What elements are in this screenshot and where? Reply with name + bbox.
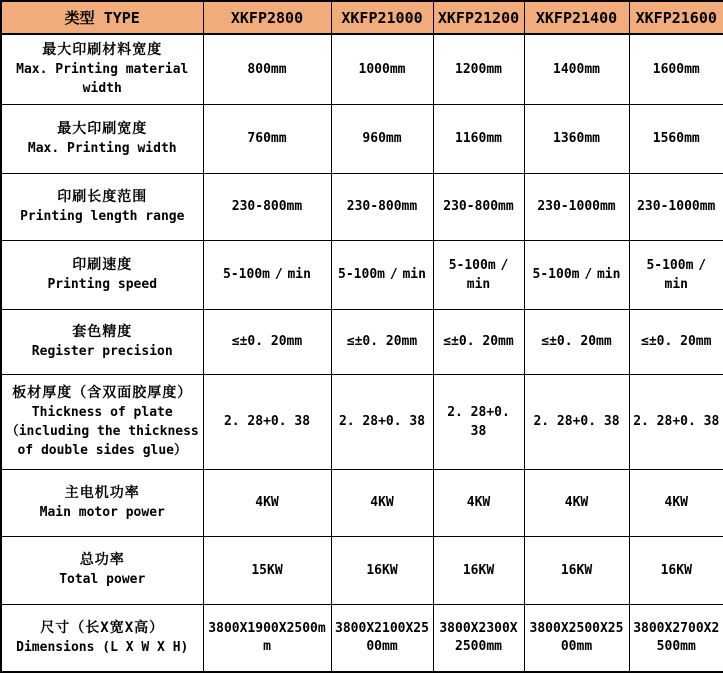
row-label-cell xyxy=(1,536,203,604)
row-label-cell xyxy=(1,309,203,374)
model-header-cell: XKFP21200 xyxy=(433,1,524,34)
row-label-english: Printing speed xyxy=(47,276,158,292)
value-cell: 16KW xyxy=(331,536,433,604)
value-cell: 760mm xyxy=(203,104,331,173)
value-cell: 16KW xyxy=(629,536,723,604)
row-label-english: Printing length range xyxy=(20,208,185,224)
table-row xyxy=(1,34,723,104)
table-row xyxy=(1,173,723,240)
row-label-chinese: 最大印刷宽度 xyxy=(57,120,148,137)
value-cell: 230-1000mm xyxy=(629,173,723,240)
value-cell: ≤±0. 20mm xyxy=(524,309,629,374)
type-header-cell: 类型 TYPE xyxy=(1,1,203,34)
value-cell: ≤±0. 20mm xyxy=(203,309,331,374)
row-label-chinese: 尺寸（长X宽X高） xyxy=(40,619,165,636)
value-cell: 3800X2500X2500mm xyxy=(524,604,629,672)
table-row xyxy=(1,240,723,309)
row-label-english: Thickness of plate （including the thickness of double sides glue） xyxy=(5,404,199,458)
table-row xyxy=(1,104,723,173)
value-cell: 5-100m / min xyxy=(433,240,524,309)
value-cell: 1400mm xyxy=(524,34,629,104)
row-label-english: Max. Printing material width xyxy=(16,61,189,96)
value-cell: 2. 28+0. 38 xyxy=(203,374,331,469)
value-cell: 16KW xyxy=(524,536,629,604)
value-cell: 4KW xyxy=(524,469,629,536)
value-cell: ≤±0. 20mm xyxy=(433,309,524,374)
model-header-cell: XKFP21400 xyxy=(524,1,629,34)
row-label-chinese: 印刷速度 xyxy=(72,256,133,273)
value-cell: 4KW xyxy=(629,469,723,536)
table-row xyxy=(1,374,723,469)
row-label-chinese: 总功率 xyxy=(79,552,125,568)
value-cell: 2. 28+0. 38 xyxy=(331,374,433,469)
value-cell: 5-100m / min xyxy=(331,240,433,309)
header-row xyxy=(1,1,723,34)
value-cell: 2. 28+0. 38 xyxy=(433,374,524,469)
value-cell: 3800X2300X2500mm xyxy=(433,604,524,672)
row-label-english: Total power xyxy=(59,572,146,587)
row-label-cell xyxy=(1,374,203,469)
value-cell: 5-100m / min xyxy=(203,240,331,309)
table-row xyxy=(1,536,723,604)
row-label-cell xyxy=(1,173,203,240)
row-label-cell xyxy=(1,240,203,309)
value-cell: 230-800mm xyxy=(203,173,331,240)
value-cell: 5-100m / min xyxy=(629,240,723,309)
row-label-english: Max. Printing width xyxy=(27,140,177,156)
value-cell: 960mm xyxy=(331,104,433,173)
table-row xyxy=(1,469,723,536)
table-body xyxy=(1,34,723,672)
table-row xyxy=(1,604,723,672)
model-header-cell: XKFP2800 xyxy=(203,1,331,34)
row-label-chinese: 印刷长度范围 xyxy=(57,188,148,205)
value-cell: 1160mm xyxy=(433,104,524,173)
value-cell: 5-100m / min xyxy=(524,240,629,309)
model-header-cell: XKFP21000 xyxy=(331,1,433,34)
value-cell: ≤±0. 20mm xyxy=(331,309,433,374)
value-cell: 3800X1900X2500mm xyxy=(203,604,331,672)
row-label-english: Register precision xyxy=(31,343,173,359)
value-cell: 15KW xyxy=(203,536,331,604)
row-label-english: Main motor power xyxy=(39,504,165,520)
value-cell: 4KW xyxy=(433,469,524,536)
row-label-cell xyxy=(1,604,203,672)
value-cell: 800mm xyxy=(203,34,331,104)
value-cell: 2. 28+0. 38 xyxy=(629,374,723,469)
value-cell: 1360mm xyxy=(524,104,629,173)
value-cell: ≤±0. 20mm xyxy=(629,309,723,374)
value-cell: 2. 28+0. 38 xyxy=(524,374,629,469)
value-cell: 4KW xyxy=(203,469,331,536)
value-cell: 230-800mm xyxy=(433,173,524,240)
row-label-chinese: 主电机功率 xyxy=(64,484,140,501)
row-label-chinese: 板材厚度（含双面胶厚度） xyxy=(12,384,193,401)
row-label-cell xyxy=(1,469,203,536)
row-label-chinese: 最大印刷材料宽度 xyxy=(42,41,163,58)
value-cell: 1200mm xyxy=(433,34,524,104)
model-header-cell: XKFP21600 xyxy=(629,1,723,34)
value-cell: 230-800mm xyxy=(331,173,433,240)
value-cell: 3800X2100X2500mm xyxy=(331,604,433,672)
value-cell: 230-1000mm xyxy=(524,173,629,240)
value-cell: 16KW xyxy=(433,536,524,604)
value-cell: 4KW xyxy=(331,469,433,536)
value-cell: 1000mm xyxy=(331,34,433,104)
row-label-chinese: 套色精度 xyxy=(72,323,133,340)
row-label-cell xyxy=(1,34,203,104)
value-cell: 3800X2700X2500mm xyxy=(629,604,723,672)
table-row xyxy=(1,309,723,374)
value-cell: 1560mm xyxy=(629,104,723,173)
row-label-english: Dimensions (L X W X H) xyxy=(16,639,189,655)
row-label-cell xyxy=(1,104,203,173)
value-cell: 1600mm xyxy=(629,34,723,104)
